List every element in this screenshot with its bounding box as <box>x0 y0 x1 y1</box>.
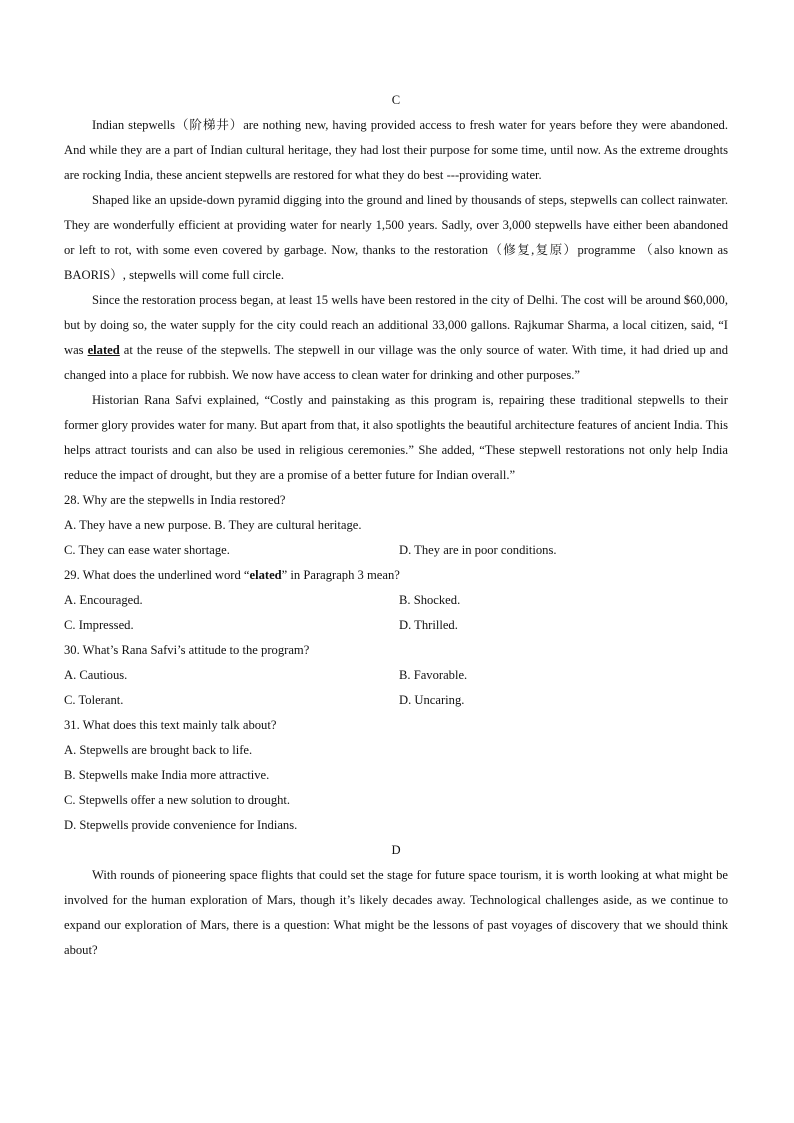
question-28-option-c: C. They can ease water shortage. <box>64 543 230 557</box>
passage-d-paragraph-1: With rounds of pioneering space flights that could set the stage for future space tourism, it is worth looking at what might be involved for the human exploration of Mars, though it’s likely decades away. Technological challenges aside, as we continue to expand our exploration of Mars, there is a question: What might be the lessons of past voyages of discovery that we should think about? <box>64 868 728 957</box>
paragraph-3-text-before: Since the restoration process began, at least 15 wells have been restored in the city of Delhi. The cost will be around $60,000, but by doing so, the water supply for the city could reach an additional 33,000 gallons. Rajkumar Sharma, a local citizen, said, “I was <box>64 293 728 357</box>
question-30-stem: 30. What’s Rana Safvi’s attitude to the program? <box>64 643 310 657</box>
passage-c-heading: C <box>391 93 401 107</box>
question-29-option-a: A. Encouraged. <box>64 593 143 607</box>
question-31-option-d: D. Stepwells provide convenience for Indians. <box>64 818 298 832</box>
passage-c <box>64 88 728 488</box>
question-31-stem: 31. What does this text mainly talk about? <box>64 718 277 732</box>
question-30 <box>64 638 728 713</box>
question-31-option-b: B. Stepwells make India more attractive. <box>64 768 270 782</box>
question-29-option-c: C. Impressed. <box>64 618 134 632</box>
question-28 <box>64 488 728 563</box>
passage-c-paragraph-3 <box>64 288 728 388</box>
question-31 <box>64 713 728 838</box>
question-28-option-d: D. They are in poor conditions. <box>399 543 557 557</box>
question-28-options-a-b: A. They have a new purpose. B. They are cultural heritage. <box>64 518 362 532</box>
question-30-option-b: B. Favorable. <box>399 668 468 682</box>
question-28-stem: 28. Why are the stepwells in India restored? <box>64 493 286 507</box>
underlined-word-elated: elated <box>87 343 120 357</box>
passage-c-paragraph-4: Historian Rana Safvi explained, “Costly and painstaking as this program is, repairing these traditional stepwells to their former glory provides water for many. But apart from that, it also spotlights the beautiful architecture features of ancient India. This helps attract tourists and can also be used in religious ceremonies.” She added, “These stepwell restorations not only help India reduce the impact of drought, but they are a promise of a better future for Indian overall.” <box>64 393 728 482</box>
question-30-options-c-d <box>64 688 728 713</box>
passage-c-paragraph-2: Shaped like an upside-down pyramid digging into the ground and lined by thousands of steps, stepwells can collect rainwater. They are wonderfully efficient at providing water for nearly 1,500 years. Sadly, over 3,000 stepwells have either been abandoned or left to rot, with some even covered by garbage. Now, thanks to the restoration（修复,复原）programme （also known as BAORIS）, stepwells will come full circle. <box>64 193 728 282</box>
question-31-option-a: A. Stepwells are brought back to life. <box>64 743 253 757</box>
question-30-option-d: D. Uncaring. <box>399 693 465 707</box>
paragraph-3-text-after: at the reuse of the stepwells. The stepwell in our village was the only source of water. With time, it had dried up and changed into a place for rubbish. We now have access to clean water for drinking and other purposes.” <box>64 343 728 382</box>
question-29-stem-after: ” in Paragraph 3 mean? <box>281 568 400 582</box>
question-30-option-a: A. Cautious. <box>64 668 128 682</box>
question-28-options-c-d <box>64 538 728 563</box>
question-30-option-c: C. Tolerant. <box>64 693 124 707</box>
question-30-options-a-b <box>64 663 728 688</box>
question-29-option-b: B. Shocked. <box>399 593 461 607</box>
question-29-word: elated <box>249 568 282 582</box>
exam-page <box>64 88 728 963</box>
question-31-option-c: C. Stepwells offer a new solution to drought. <box>64 793 291 807</box>
passage-c-paragraph-1: Indian stepwells（阶梯井）are nothing new, having provided access to fresh water for years before they were abandoned. And while they are a part of Indian cultural heritage, they had lost their purpose for some time, until now. As the extreme droughts are rocking India, these ancient stepwells are restored for what they do best ---providing water. <box>64 118 728 182</box>
question-29-option-d: D. Thrilled. <box>399 618 458 632</box>
question-29-stem-before: 29. What does the underlined word “ <box>64 568 250 582</box>
question-29-stem <box>64 563 728 588</box>
passage-d <box>64 838 728 963</box>
question-29 <box>64 563 728 638</box>
passage-d-heading: D <box>391 843 401 857</box>
question-29-options-c-d <box>64 613 728 638</box>
question-29-options-a-b <box>64 588 728 613</box>
